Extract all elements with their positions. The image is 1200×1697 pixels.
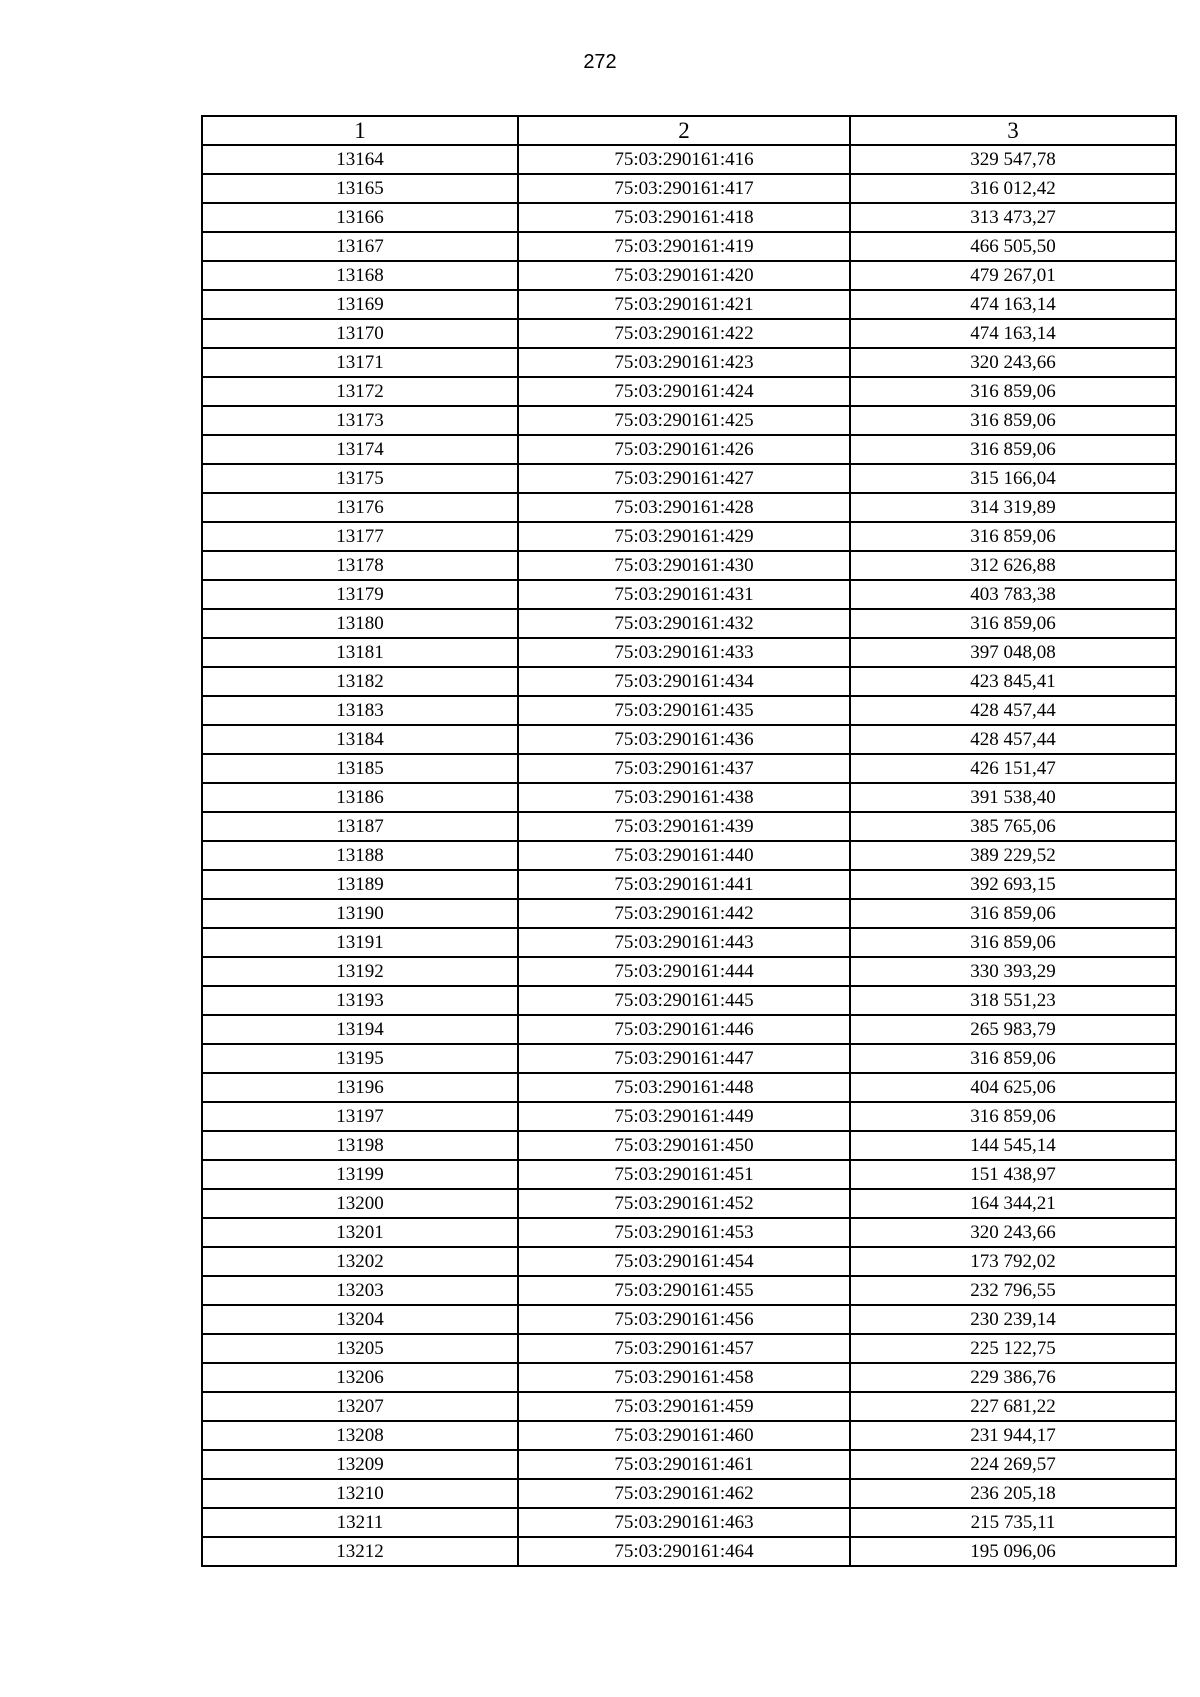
cadastral-number-cell: 75:03:290161:458 xyxy=(518,1363,850,1392)
value-cell: 320 243,66 xyxy=(850,1218,1176,1247)
cadastral-number-cell: 75:03:290161:425 xyxy=(518,406,850,435)
row-number-cell: 13197 xyxy=(202,1102,518,1131)
cadastral-number-cell: 75:03:290161:423 xyxy=(518,348,850,377)
value-cell: 236 205,18 xyxy=(850,1479,1176,1508)
table-row xyxy=(202,1189,1176,1218)
row-number-cell: 13196 xyxy=(202,1073,518,1102)
cadastral-number-cell: 75:03:290161:443 xyxy=(518,928,850,957)
table-row xyxy=(202,783,1176,812)
value-cell: 392 693,15 xyxy=(850,870,1176,899)
table-row xyxy=(202,580,1176,609)
row-number-cell: 13167 xyxy=(202,232,518,261)
cadastral-number-cell: 75:03:290161:416 xyxy=(518,145,850,174)
cadastral-number-cell: 75:03:290161:444 xyxy=(518,957,850,986)
cadastral-number-cell: 75:03:290161:433 xyxy=(518,638,850,667)
value-cell: 474 163,14 xyxy=(850,290,1176,319)
table-row xyxy=(202,1363,1176,1392)
row-number-cell: 13201 xyxy=(202,1218,518,1247)
table-row xyxy=(202,174,1176,203)
row-number-cell: 13184 xyxy=(202,725,518,754)
table-row xyxy=(202,464,1176,493)
row-number-cell: 13202 xyxy=(202,1247,518,1276)
row-number-cell: 13164 xyxy=(202,145,518,174)
cadastral-number-cell: 75:03:290161:424 xyxy=(518,377,850,406)
value-cell: 316 859,06 xyxy=(850,609,1176,638)
row-number-cell: 13193 xyxy=(202,986,518,1015)
row-number-cell: 13185 xyxy=(202,754,518,783)
value-cell: 316 859,06 xyxy=(850,435,1176,464)
table-row xyxy=(202,928,1176,957)
table-body xyxy=(202,145,1176,1566)
value-cell: 389 229,52 xyxy=(850,841,1176,870)
cadastral-number-cell: 75:03:290161:445 xyxy=(518,986,850,1015)
table-header xyxy=(202,116,1176,145)
table-row xyxy=(202,986,1176,1015)
table-row xyxy=(202,1479,1176,1508)
table-row xyxy=(202,667,1176,696)
table-row xyxy=(202,1450,1176,1479)
row-number-cell: 13203 xyxy=(202,1276,518,1305)
table-row xyxy=(202,1421,1176,1450)
row-number-cell: 13182 xyxy=(202,667,518,696)
row-number-cell: 13173 xyxy=(202,406,518,435)
value-cell: 403 783,38 xyxy=(850,580,1176,609)
table-row xyxy=(202,754,1176,783)
table-row xyxy=(202,1508,1176,1537)
row-number-cell: 13180 xyxy=(202,609,518,638)
cadastral-number-cell: 75:03:290161:457 xyxy=(518,1334,850,1363)
row-number-cell: 13195 xyxy=(202,1044,518,1073)
table-row xyxy=(202,1015,1176,1044)
table-row xyxy=(202,261,1176,290)
row-number-cell: 13178 xyxy=(202,551,518,580)
value-cell: 231 944,17 xyxy=(850,1421,1176,1450)
value-cell: 320 243,66 xyxy=(850,348,1176,377)
column-header-2: 2 xyxy=(518,116,850,145)
cadastral-number-cell: 75:03:290161:455 xyxy=(518,1276,850,1305)
row-number-cell: 13171 xyxy=(202,348,518,377)
cadastral-number-cell: 75:03:290161:419 xyxy=(518,232,850,261)
cadastral-number-cell: 75:03:290161:442 xyxy=(518,899,850,928)
table-row xyxy=(202,899,1176,928)
value-cell: 426 151,47 xyxy=(850,754,1176,783)
column-header-1: 1 xyxy=(202,116,518,145)
cadastral-number-cell: 75:03:290161:464 xyxy=(518,1537,850,1566)
table-row xyxy=(202,203,1176,232)
row-number-cell: 13177 xyxy=(202,522,518,551)
cadastral-number-cell: 75:03:290161:432 xyxy=(518,609,850,638)
table-row xyxy=(202,957,1176,986)
cadastral-number-cell: 75:03:290161:456 xyxy=(518,1305,850,1334)
value-cell: 215 735,11 xyxy=(850,1508,1176,1537)
row-number-cell: 13200 xyxy=(202,1189,518,1218)
row-number-cell: 13179 xyxy=(202,580,518,609)
row-number-cell: 13206 xyxy=(202,1363,518,1392)
cadastral-number-cell: 75:03:290161:441 xyxy=(518,870,850,899)
value-cell: 316 859,06 xyxy=(850,928,1176,957)
value-cell: 164 344,21 xyxy=(850,1189,1176,1218)
cadastral-number-cell: 75:03:290161:447 xyxy=(518,1044,850,1073)
cadastral-number-cell: 75:03:290161:446 xyxy=(518,1015,850,1044)
cadastral-number-cell: 75:03:290161:436 xyxy=(518,725,850,754)
value-cell: 229 386,76 xyxy=(850,1363,1176,1392)
value-cell: 315 166,04 xyxy=(850,464,1176,493)
cadastral-number-cell: 75:03:290161:422 xyxy=(518,319,850,348)
value-cell: 173 792,02 xyxy=(850,1247,1176,1276)
table-row xyxy=(202,290,1176,319)
cadastral-number-cell: 75:03:290161:460 xyxy=(518,1421,850,1450)
value-cell: 329 547,78 xyxy=(850,145,1176,174)
row-number-cell: 13188 xyxy=(202,841,518,870)
row-number-cell: 13175 xyxy=(202,464,518,493)
value-cell: 195 096,06 xyxy=(850,1537,1176,1566)
table-row xyxy=(202,1131,1176,1160)
row-number-cell: 13207 xyxy=(202,1392,518,1421)
cadastral-number-cell: 75:03:290161:434 xyxy=(518,667,850,696)
value-cell: 466 505,50 xyxy=(850,232,1176,261)
table-row xyxy=(202,551,1176,580)
table-row xyxy=(202,319,1176,348)
cadastral-number-cell: 75:03:290161:450 xyxy=(518,1131,850,1160)
value-cell: 227 681,22 xyxy=(850,1392,1176,1421)
value-cell: 232 796,55 xyxy=(850,1276,1176,1305)
row-number-cell: 13169 xyxy=(202,290,518,319)
cadastral-number-cell: 75:03:290161:440 xyxy=(518,841,850,870)
table-row xyxy=(202,1537,1176,1566)
row-number-cell: 13192 xyxy=(202,957,518,986)
row-number-cell: 13199 xyxy=(202,1160,518,1189)
table-row xyxy=(202,609,1176,638)
value-cell: 230 239,14 xyxy=(850,1305,1176,1334)
cadastral-number-cell: 75:03:290161:449 xyxy=(518,1102,850,1131)
table-row xyxy=(202,870,1176,899)
value-cell: 479 267,01 xyxy=(850,261,1176,290)
cadastral-number-cell: 75:03:290161:459 xyxy=(518,1392,850,1421)
row-number-cell: 13209 xyxy=(202,1450,518,1479)
row-number-cell: 13211 xyxy=(202,1508,518,1537)
table-row xyxy=(202,348,1176,377)
cadastral-number-cell: 75:03:290161:448 xyxy=(518,1073,850,1102)
cadastral-number-cell: 75:03:290161:452 xyxy=(518,1189,850,1218)
row-number-cell: 13208 xyxy=(202,1421,518,1450)
cadastral-number-cell: 75:03:290161:438 xyxy=(518,783,850,812)
row-number-cell: 13186 xyxy=(202,783,518,812)
value-cell: 151 438,97 xyxy=(850,1160,1176,1189)
cadastral-number-cell: 75:03:290161:454 xyxy=(518,1247,850,1276)
row-number-cell: 13210 xyxy=(202,1479,518,1508)
cadastral-number-cell: 75:03:290161:417 xyxy=(518,174,850,203)
value-cell: 265 983,79 xyxy=(850,1015,1176,1044)
cadastral-number-cell: 75:03:290161:429 xyxy=(518,522,850,551)
table-row xyxy=(202,1247,1176,1276)
row-number-cell: 13172 xyxy=(202,377,518,406)
cadastral-number-cell: 75:03:290161:418 xyxy=(518,203,850,232)
table-row xyxy=(202,1218,1176,1247)
page-number: 272 xyxy=(583,51,617,73)
cadastral-number-cell: 75:03:290161:463 xyxy=(518,1508,850,1537)
cadastral-number-cell: 75:03:290161:430 xyxy=(518,551,850,580)
cadastral-number-cell: 75:03:290161:461 xyxy=(518,1450,850,1479)
table-row xyxy=(202,1305,1176,1334)
value-cell: 144 545,14 xyxy=(850,1131,1176,1160)
value-cell: 428 457,44 xyxy=(850,725,1176,754)
row-number-cell: 13191 xyxy=(202,928,518,957)
table-row xyxy=(202,841,1176,870)
row-number-cell: 13187 xyxy=(202,812,518,841)
row-number-cell: 13166 xyxy=(202,203,518,232)
row-number-cell: 13165 xyxy=(202,174,518,203)
table-row xyxy=(202,1073,1176,1102)
row-number-cell: 13189 xyxy=(202,870,518,899)
cadastral-number-cell: 75:03:290161:421 xyxy=(518,290,850,319)
table-row xyxy=(202,493,1176,522)
cadastral-number-cell: 75:03:290161:420 xyxy=(518,261,850,290)
column-header-3: 3 xyxy=(850,116,1176,145)
cadastral-number-cell: 75:03:290161:453 xyxy=(518,1218,850,1247)
cadastral-number-cell: 75:03:290161:462 xyxy=(518,1479,850,1508)
row-number-cell: 13194 xyxy=(202,1015,518,1044)
cadastral-number-cell: 75:03:290161:431 xyxy=(518,580,850,609)
cadastral-number-cell: 75:03:290161:451 xyxy=(518,1160,850,1189)
row-number-cell: 13181 xyxy=(202,638,518,667)
value-cell: 224 269,57 xyxy=(850,1450,1176,1479)
value-cell: 316 859,06 xyxy=(850,1044,1176,1073)
cadastral-number-cell: 75:03:290161:428 xyxy=(518,493,850,522)
value-cell: 330 393,29 xyxy=(850,957,1176,986)
value-cell: 316 859,06 xyxy=(850,1102,1176,1131)
row-number-cell: 13204 xyxy=(202,1305,518,1334)
table-row xyxy=(202,1044,1176,1073)
table-row xyxy=(202,145,1176,174)
row-number-cell: 13212 xyxy=(202,1537,518,1566)
table-row xyxy=(202,1334,1176,1363)
row-number-cell: 13168 xyxy=(202,261,518,290)
table-row xyxy=(202,638,1176,667)
value-cell: 314 319,89 xyxy=(850,493,1176,522)
value-cell: 225 122,75 xyxy=(850,1334,1176,1363)
value-cell: 404 625,06 xyxy=(850,1073,1176,1102)
value-cell: 313 473,27 xyxy=(850,203,1176,232)
value-cell: 385 765,06 xyxy=(850,812,1176,841)
value-cell: 316 859,06 xyxy=(850,899,1176,928)
cadastral-number-cell: 75:03:290161:426 xyxy=(518,435,850,464)
row-number-cell: 13170 xyxy=(202,319,518,348)
value-cell: 391 538,40 xyxy=(850,783,1176,812)
value-cell: 423 845,41 xyxy=(850,667,1176,696)
table-row xyxy=(202,1392,1176,1421)
value-cell: 428 457,44 xyxy=(850,696,1176,725)
cadastral-number-cell: 75:03:290161:427 xyxy=(518,464,850,493)
cadastral-number-cell: 75:03:290161:439 xyxy=(518,812,850,841)
table-row xyxy=(202,406,1176,435)
table-row xyxy=(202,812,1176,841)
row-number-cell: 13176 xyxy=(202,493,518,522)
table-row xyxy=(202,522,1176,551)
table-row xyxy=(202,1102,1176,1131)
row-number-cell: 13205 xyxy=(202,1334,518,1363)
row-number-cell: 13198 xyxy=(202,1131,518,1160)
table-row xyxy=(202,725,1176,754)
value-cell: 397 048,08 xyxy=(850,638,1176,667)
table-row xyxy=(202,435,1176,464)
value-cell: 316 012,42 xyxy=(850,174,1176,203)
table-row xyxy=(202,232,1176,261)
value-cell: 316 859,06 xyxy=(850,406,1176,435)
value-cell: 318 551,23 xyxy=(850,986,1176,1015)
table-row xyxy=(202,696,1176,725)
value-cell: 312 626,88 xyxy=(850,551,1176,580)
value-cell: 474 163,14 xyxy=(850,319,1176,348)
header-row xyxy=(202,116,1176,145)
table-row xyxy=(202,1160,1176,1189)
row-number-cell: 13174 xyxy=(202,435,518,464)
data-table xyxy=(201,115,1177,1567)
row-number-cell: 13183 xyxy=(202,696,518,725)
value-cell: 316 859,06 xyxy=(850,522,1176,551)
row-number-cell: 13190 xyxy=(202,899,518,928)
table-row xyxy=(202,377,1176,406)
table-row xyxy=(202,1276,1176,1305)
cadastral-number-cell: 75:03:290161:435 xyxy=(518,696,850,725)
value-cell: 316 859,06 xyxy=(850,377,1176,406)
cadastral-number-cell: 75:03:290161:437 xyxy=(518,754,850,783)
